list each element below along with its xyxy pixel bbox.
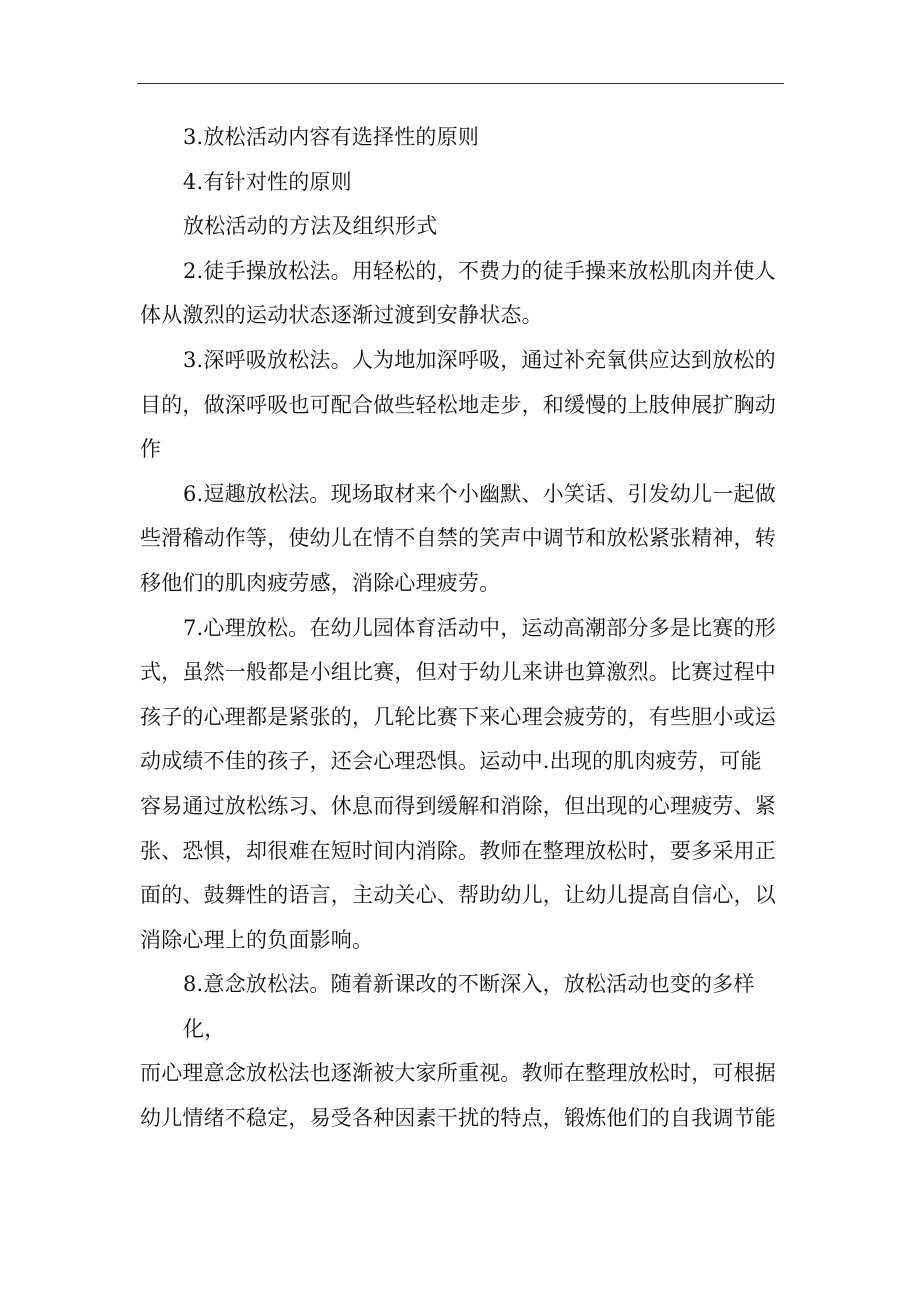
text-line: 幼儿情绪不稳定，易受各种因素干扰的特点，锻炼他们的自我调节能 bbox=[140, 1106, 776, 1131]
header-rule bbox=[137, 83, 784, 84]
document-body bbox=[140, 115, 788, 1141]
text-line: 移他们的肌肉疲劳感，消除心理疲劳。 bbox=[140, 570, 501, 595]
text-line: 目的，做深呼吸也可配合做些轻松地走步，和缓慢的上肢伸展扩胸动 bbox=[140, 392, 776, 417]
text-line: 4.有针对性的原则 bbox=[183, 169, 352, 194]
text-line: 3.深呼吸放松法。人为地加深呼吸，通过补充氧供应达到放松的 bbox=[183, 347, 776, 372]
text-line: 作 bbox=[140, 437, 162, 462]
text-line: 消除心理上的负面影响。 bbox=[140, 927, 374, 952]
text-line: 动成绩不佳的孩子，还会心理恐惧。运动中.出现的肌肉疲劳，可能 bbox=[140, 749, 762, 774]
text-line: 而心理意念放松法也逐渐被大家所重视。教师在整理放松时，可根据 bbox=[140, 1061, 776, 1086]
text-line: 7.心理放松。在幼儿园体育活动中，运动高潮部分多是比赛的形 bbox=[183, 615, 776, 640]
text-line: 放松活动的方法及组织形式 bbox=[183, 214, 438, 239]
text-line: 3.放松活动内容有选择性的原则 bbox=[183, 125, 480, 149]
text-line: 2.徒手操放松法。用轻松的，不费力的徒手操来放松肌肉并使人 bbox=[183, 258, 776, 283]
text-line: 面的、鼓舞性的语言，主动关心、帮助幼儿，让幼儿提高自信心，以 bbox=[140, 883, 776, 908]
text-line: 6.逗趣放松法。现场取材来个小幽默、小笑话、引发幼儿一起做 bbox=[183, 481, 776, 506]
text-line: 张、恐惧，却很难在短时间内消除。教师在整理放松时，要多采用正 bbox=[140, 838, 776, 863]
text-line: 孩子的心理都是紧张的，几轮比赛下来心理会疲劳的，有些胆小或运 bbox=[140, 704, 776, 729]
text-line: 式，虽然一般都是小组比赛，但对于幼儿来讲也算激烈。比赛过程中 bbox=[140, 660, 776, 685]
text-line: 体从激烈的运动状态逐渐过渡到安静状态。 bbox=[140, 303, 543, 328]
text-line: 些滑稽动作等，使幼儿在情不自禁的笑声中调节和放松紧张精神，转 bbox=[140, 526, 776, 551]
text-line: 容易通过放松练习、休息而得到缓解和消除，但出现的心理疲劳、紧 bbox=[140, 793, 776, 818]
text-line: 8.意念放松法。随着新课改的不断深入，放松活动也变的多样化， bbox=[183, 972, 755, 1041]
